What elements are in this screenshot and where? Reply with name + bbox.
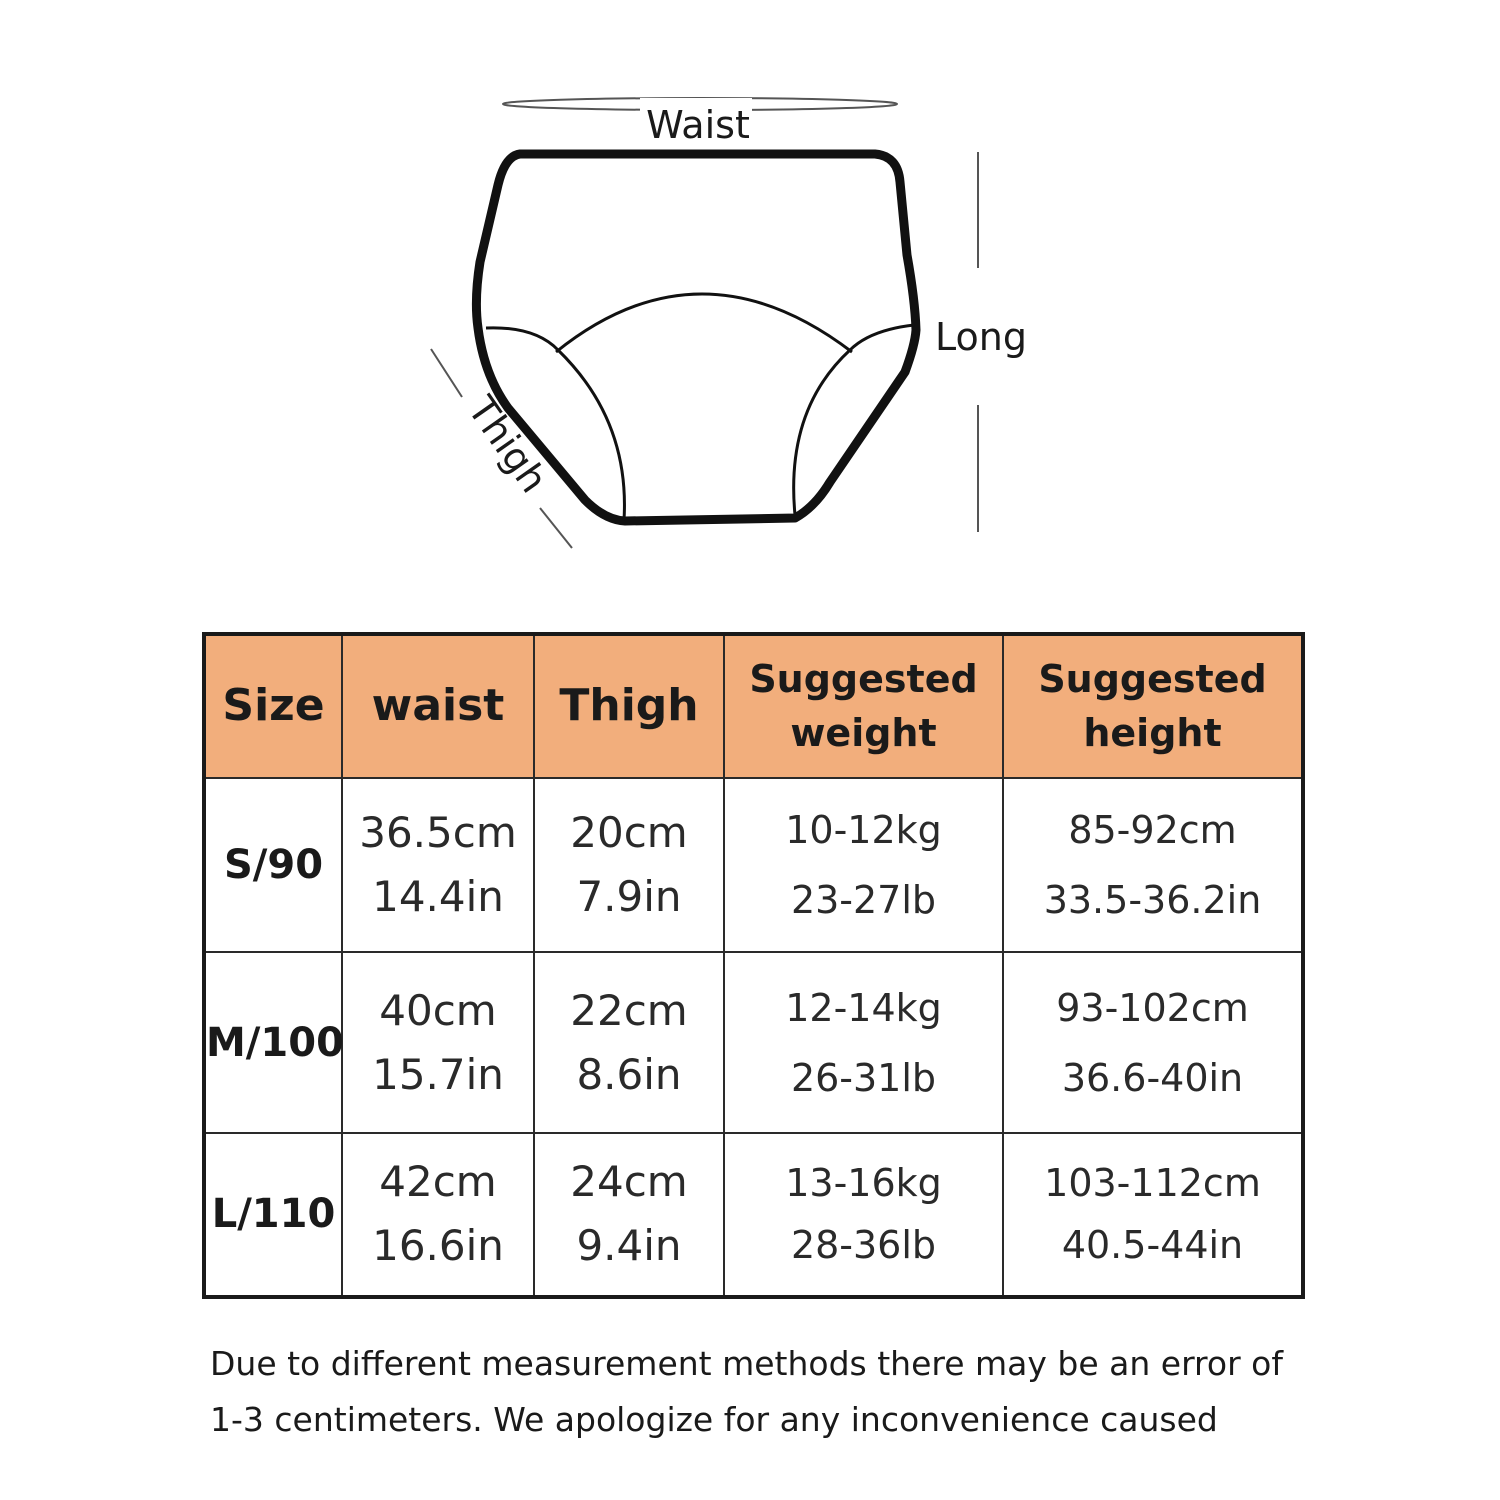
table-row <box>204 952 1303 1132</box>
thigh-cell: 24cm 9.4in <box>534 1133 724 1297</box>
size-cell: L/110 <box>204 1133 342 1297</box>
disclaimer-line-1: Due to different measurement methods there may be an error of <box>210 1344 1283 1383</box>
waist-cell: 42cm 16.6in <box>342 1133 534 1297</box>
size-cell: S/90 <box>204 778 342 952</box>
thigh-cell: 20cm 7.9in <box>534 778 724 952</box>
right-leg-opening <box>794 325 914 515</box>
garment-diagram <box>0 0 1500 600</box>
weight-cell: 13-16kg 28-36lb <box>724 1133 1003 1297</box>
waist-label: Waist <box>646 103 750 147</box>
header-suggested-height: Suggested height <box>1003 634 1303 778</box>
waist-cell: 40cm 15.7in <box>342 952 534 1132</box>
measurement-disclaimer <box>210 1336 1310 1448</box>
long-label: Long <box>935 315 1027 359</box>
table-row <box>204 778 1303 952</box>
waist-cell: 36.5cm 14.4in <box>342 778 534 952</box>
height-cell: 103-112cm 40.5-44in <box>1003 1133 1303 1297</box>
header-thigh: Thigh <box>534 634 724 778</box>
header-size: Size <box>204 634 342 778</box>
table-header-row <box>204 634 1303 778</box>
header-waist: waist <box>342 634 534 778</box>
height-cell: 85-92cm 33.5-36.2in <box>1003 778 1303 952</box>
thigh-cell: 22cm 8.6in <box>534 952 724 1132</box>
disclaimer-line-2: 1-3 centimeters. We apologize for any inconvenience caused <box>210 1400 1218 1439</box>
weight-cell: 10-12kg 23-27lb <box>724 778 1003 952</box>
thigh-label: Thigh <box>459 388 557 501</box>
thigh-measure-line-top <box>431 349 462 397</box>
gusset-seam <box>556 294 852 352</box>
table-row <box>204 1133 1303 1297</box>
header-suggested-weight: Suggested weight <box>724 634 1003 778</box>
size-cell: M/100 <box>204 952 342 1132</box>
size-chart-table <box>202 632 1305 1299</box>
height-cell: 93-102cm 36.6-40in <box>1003 952 1303 1132</box>
weight-cell: 12-14kg 26-31lb <box>724 952 1003 1132</box>
thigh-measure-line-bottom <box>540 508 572 548</box>
